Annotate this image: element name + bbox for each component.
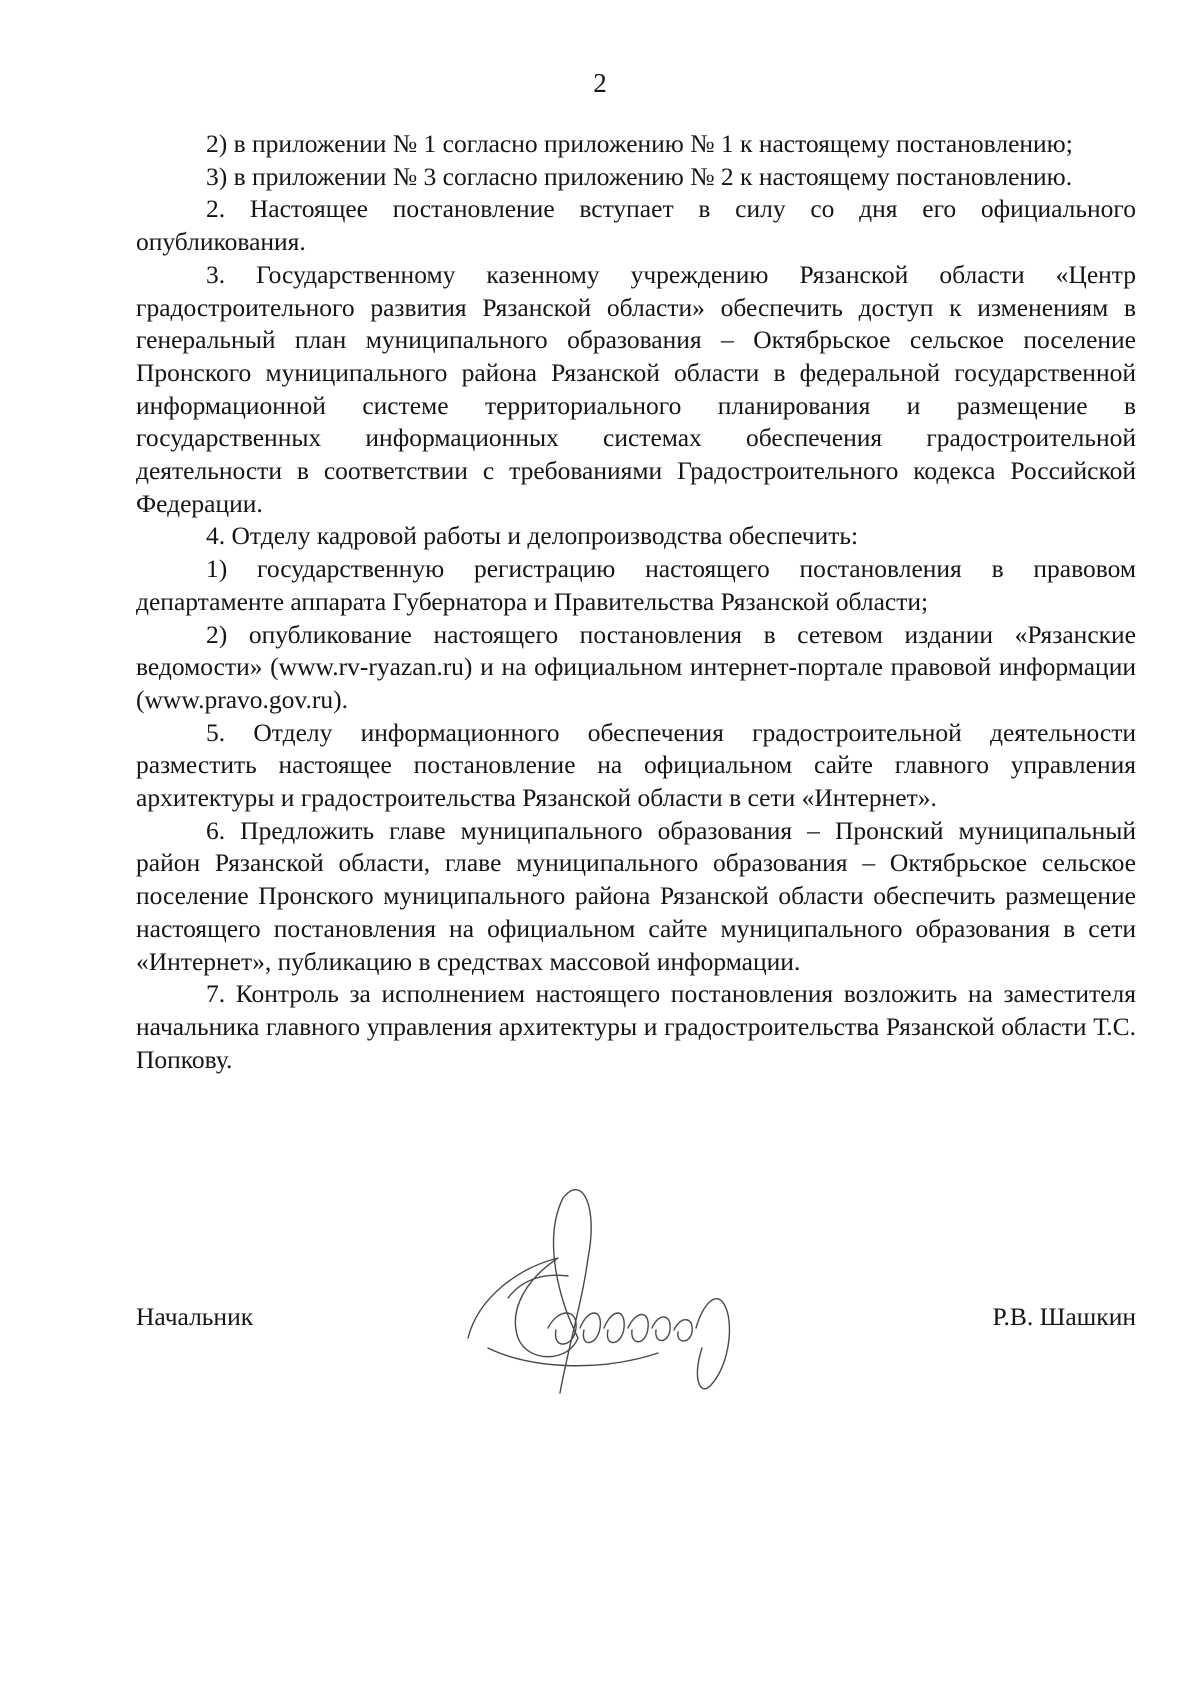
page-number: 2 [593, 68, 607, 98]
paragraph-clause-2: 2. Настоящее постановление вступает в силу со дня его официального опубликования. [136, 194, 1136, 257]
paragraph-clause-5: 5. Отделу информационного обеспечения градостроительной деятельности разместить настоящее постановление на официальном сайте главного управления архитектуры и градостроительства Рязанской области в сети «Интернет». [136, 717, 1136, 813]
paragraph-clause-6: 6. Предложить главе муниципального образования – Пронский муниципальный район Рязанской области, главе муниципального образования – Октябрьское сельское поселение Пронского муниципального района Рязанской области обеспечить размещение настоящего постановления на официальном сайте муниципального образования в сети «Интернет», публикацию в средствах массовой информации. [136, 815, 1136, 976]
paragraph-item-3: 3) в приложении № 3 согласно приложению № 2 к настоящему постановлению. [206, 161, 1073, 191]
signatory-position: Начальник [136, 1302, 254, 1331]
paragraph-clause-4-item-2: 2) опубликование настоящего постановления в сетевом издании «Рязанские ведомости» (www.rv-ryazan.ru) и на официальном интернет-портале правовой информации (www.pravo.gov.ru). [136, 619, 1136, 714]
paragraph-clause-7: 7. Контроль за исполнением настоящего постановления возложить на заместителя начальника главного управления архитектуры и градостроительства Рязанской области Т.С. Попкову. [136, 979, 1136, 1074]
document-body [136, 128, 1136, 1076]
paragraph-clause-4: 4. Отделу кадровой работы и делопроизводства обеспечить: [206, 521, 859, 551]
signatory-name: Р.В. Шашкин [992, 1302, 1136, 1331]
paragraph-item-2: 2) в приложении № 1 согласно приложению № 1 к настоящему постановлению; [206, 129, 1073, 158]
handwritten-signature-icon [448, 1178, 778, 1418]
paragraph-clause-3: 3. Государственному казенному учреждению Рязанской области «Центр градостроительного развития Рязанской области» обеспечить доступ к изменениям в генеральный план муниципального образования – Октябрьское сельское поселение Пронского муниципального района Рязанской области в федеральной государственной информационной системе территориального планирования и размещение в государственных информационных системах обеспечения градостроительной деятельности в соответствии с требованиями Градостроительного кодекса Российской Федерации. [136, 259, 1136, 518]
paragraph-clause-4-item-1: 1) государственную регистрацию настоящего постановления в правовом департаменте аппарата Губернатора и Правительства Рязанской области; [136, 554, 1136, 616]
